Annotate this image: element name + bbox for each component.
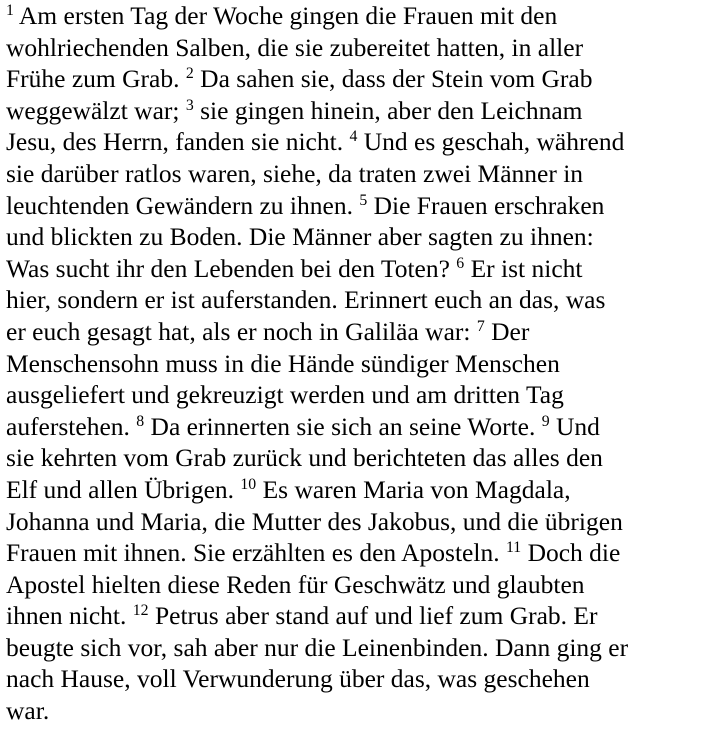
text-line (6, 506, 694, 538)
verse-text: er euch gesagt hat, als er noch in Galiläa war: (6, 316, 477, 346)
verse-text: leuchtenden Gewändern zu ihnen. (6, 190, 360, 220)
verse-text: weggewälzt war; (6, 95, 186, 125)
verse-text: Und (549, 411, 600, 441)
verse-number: 5 (359, 191, 368, 209)
text-line (6, 32, 694, 64)
text-line (6, 569, 694, 601)
verse-text: Petrus aber stand auf und lief zum Grab. Er (148, 601, 598, 631)
verse-text: auferstehen. (6, 411, 137, 441)
text-line (6, 442, 694, 474)
verse-number: 10 (240, 475, 257, 493)
verse-number: 7 (476, 317, 485, 335)
verse-number: 6 (456, 254, 465, 272)
verse-number: 8 (136, 412, 145, 430)
verse-number: 1 (6, 1, 14, 19)
verse-text: Da erinnerten sie sich an seine Worte. (144, 411, 542, 441)
verse-text: Und es geschah, während (357, 127, 625, 157)
verse-number: 2 (185, 65, 194, 83)
bible-passage (6, 0, 694, 727)
verse-text: ihnen nicht. (6, 601, 133, 631)
verse-text: Doch die (521, 538, 621, 568)
text-line (6, 158, 694, 190)
verse-text: sie gingen hinein, aber den Leichnam (193, 95, 583, 125)
verse-text: beugte sich vor, sah aber nur die Leinenbinden. Dann ging er (6, 632, 629, 662)
text-line (6, 221, 694, 253)
verse-text: Apostel hielten diese Reden für Geschwätz und glaubten (6, 569, 585, 599)
verse-text: Der (484, 316, 530, 346)
verse-text: Die Frauen erschraken (367, 190, 605, 220)
text-line (6, 663, 694, 695)
verse-text: Es waren Maria von Magdala, (256, 474, 571, 504)
verse-text: sie kehrten vom Grab zurück und berichteten das alles den (6, 443, 603, 473)
text-line (6, 126, 694, 158)
verse-text: nach Hause, voll Verwunderung über das, was geschehen (6, 664, 590, 694)
text-line (6, 253, 694, 285)
verse-text: Jesu, des Herrn, fanden sie nicht. (6, 127, 350, 157)
verse-number: 11 (505, 538, 522, 556)
verse-text: Was sucht ihr den Lebenden bei den Toten? (6, 253, 457, 283)
verse-text: und blickten zu Boden. Die Männer aber sagten zu ihnen: (6, 222, 594, 252)
text-line (6, 190, 694, 222)
verse-text: Da sahen sie, dass der Stein vom Grab (193, 64, 593, 94)
verse-text: Er ist nicht (464, 253, 583, 283)
text-line (6, 537, 694, 569)
text-line (6, 63, 694, 95)
verse-text: war. (6, 696, 50, 726)
text-line (6, 379, 694, 411)
text-line (6, 316, 694, 348)
verse-text: sie darüber ratlos waren, siehe, da traten zwei Männer in (6, 158, 584, 188)
verse-number: 3 (185, 96, 194, 114)
verse-text: wohlriechenden Salben, die sie zubereitet hatten, in aller (6, 32, 584, 62)
verse-text: Elf und allen Übrigen. (6, 474, 241, 504)
verse-text: Frühe zum Grab. (6, 64, 186, 94)
verse-text: Am ersten Tag der Woche gingen die Frauen mit den (13, 1, 558, 30)
verse-text: Menschensohn muss in die Hände sündiger Menschen (6, 348, 560, 378)
verse-text: hier, sondern er ist auferstanden. Erinnert euch an das, was (6, 285, 606, 315)
verse-number: 9 (541, 412, 550, 430)
verse-text: ausgeliefert und gekreuzigt werden und am dritten Tag (6, 380, 564, 410)
verse-number: 12 (132, 602, 149, 620)
text-line (6, 95, 694, 127)
verse-text: Frauen mit ihnen. Sie erzählten es den Aposteln. (6, 538, 506, 568)
verse-text: Johanna und Maria, die Mutter des Jakobus, und die übrigen (6, 506, 623, 536)
text-line (6, 411, 694, 443)
text-line (6, 474, 694, 506)
text-line (6, 348, 694, 380)
text-line (6, 632, 694, 664)
text-line (6, 600, 694, 632)
verse-number: 4 (349, 128, 358, 146)
text-line (6, 0, 694, 32)
text-line (6, 284, 694, 316)
text-line (6, 695, 694, 727)
